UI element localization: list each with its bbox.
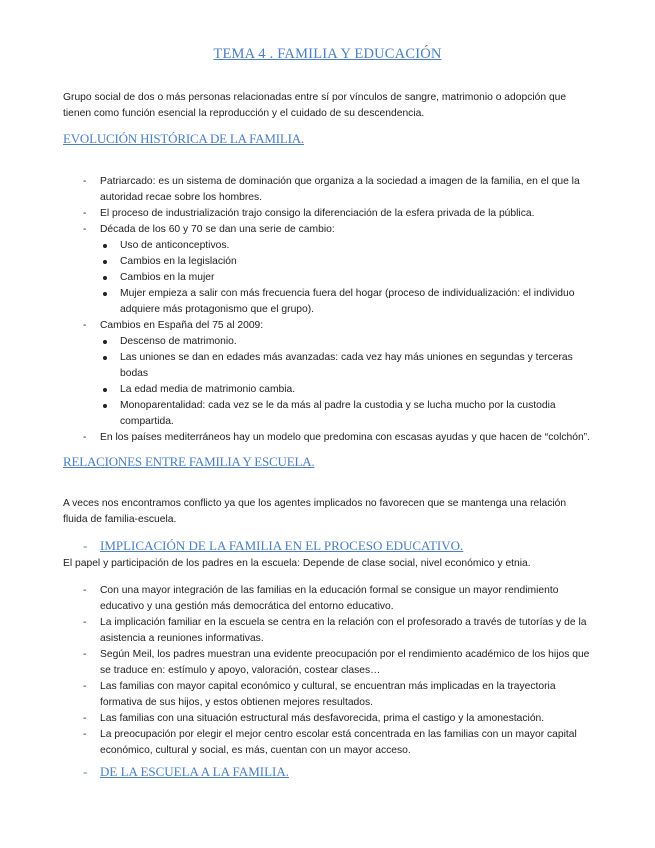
bullet-item: Mujer empieza a salir con más frecuencia fuera del hogar (proceso de individualización: el individuo adquiere más protagonismo que el grupo). bbox=[100, 286, 595, 318]
bullet-item: Cambios en la legislación bbox=[100, 254, 595, 270]
section2-list bbox=[83, 583, 595, 759]
list-item: - Patriarcado: es un sistema de dominación que organiza a la sociedad a imagen de la familia, en el que la autoridad recae sobre los hombres. bbox=[83, 174, 595, 206]
list-item: - Cambios en España del 75 al 2009: bbox=[83, 318, 595, 334]
bullet-item: Uso de anticonceptivos. bbox=[100, 238, 595, 254]
list-item: - Las familias con mayor capital económico y cultural, se encuentran más implicadas en la trayectoria formativa de sus hijos, y estos obtienen mejores resultados. bbox=[83, 679, 595, 711]
subsection-heading-label: IMPLICACIÓN DE LA FAMILIA EN EL PROCESO EDUCATIVO. bbox=[100, 538, 464, 553]
subsection-heading-label: DE LA ESCUELA A LA FAMILIA. bbox=[100, 764, 289, 779]
list-item: - La implicación familiar en la escuela se centra en la relación con el profesorado a través de tutorías y de la asistencia a reuniones informativas. bbox=[83, 615, 595, 647]
subsection-lead: El papel y participación de los padres en la escuela: Depende de clase social, nivel económico y etnia. bbox=[63, 558, 531, 569]
bullet-item: La edad media de matrimonio cambia. bbox=[100, 382, 595, 398]
subsection-heading-implicacion bbox=[83, 538, 463, 554]
intro-paragraph: Grupo social de dos o más personas relacionadas entre sí por vínculos de sangre, matrimonio o adopción que tienen como función esencial la reproducción y el cuidado de su descendencia. bbox=[63, 92, 567, 119]
list-item: - En los países mediterráneos hay un modelo que predomina con escasas ayudas y que hacen de “colchón”. bbox=[83, 430, 595, 446]
document-title: TEMA 4 . FAMILIA Y EDUCACIÓN bbox=[213, 46, 442, 62]
list-item: - Las familias con una situación estructural más desfavorecida, prima el castigo y la amonestación. bbox=[83, 711, 595, 727]
section1-list bbox=[83, 174, 595, 446]
list-item: - La preocupación por elegir el mejor centro escolar está concentrada en las familias con un mayor capital económico, cultural y social, es más, cuentan con un mayor acceso. bbox=[83, 727, 595, 759]
bullet-item: Las uniones se dan en edades más avanzadas: cada vez hay más uniones en segundas y terceras bodas bbox=[100, 350, 595, 382]
subsection-heading-escuela-familia bbox=[83, 764, 289, 780]
bullet-item: Monoparentalidad: cada vez se le da más al padre la custodia y se lucha mucho por la custodia compartida. bbox=[100, 398, 595, 430]
list-item: - Según Meil, los padres muestran una evidente preocupación por el rendimiento académico de los hijos que se traduce en: estímulo y apoyo, valoración, costear clases… bbox=[83, 647, 595, 679]
section2-intro: A veces nos encontramos conflicto ya que los agentes implicados no favorecen que se mantenga una relación fluida de familia-escuela. bbox=[63, 498, 567, 525]
bullet-item: Cambios en la mujer bbox=[100, 270, 595, 286]
list-item: - Con una mayor integración de las familias en la educación formal se consigue un mayor rendimiento educativo y una gestión más democrática del entorno educativo. bbox=[83, 583, 595, 615]
bullet-item: Descenso de matrimonio. bbox=[100, 334, 595, 350]
subsection-dash: - bbox=[83, 538, 88, 553]
section-heading-evolucion: EVOLUCIÓN HISTÓRICA DE LA FAMILIA. bbox=[63, 131, 305, 146]
list-item: - Década de los 60 y 70 se dan una serie de cambio: bbox=[83, 222, 595, 238]
section-heading-relaciones: RELACIONES ENTRE FAMILIA Y ESCUELA. bbox=[63, 454, 315, 469]
list-item: - El proceso de industrialización trajo consigo la diferenciación de la esfera privada de la pública. bbox=[83, 206, 595, 222]
subsection-dash: - bbox=[83, 764, 88, 779]
